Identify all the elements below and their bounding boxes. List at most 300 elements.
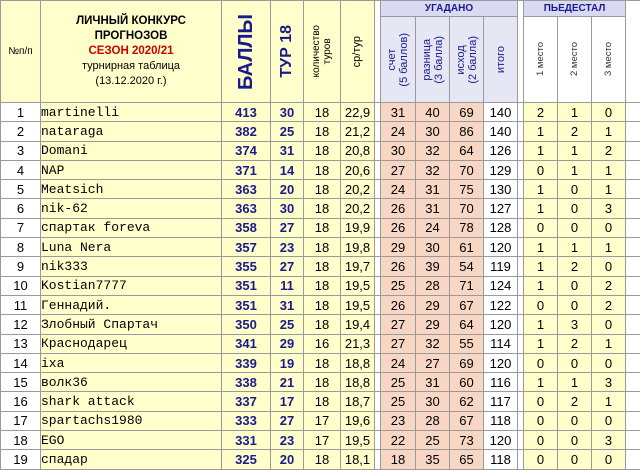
place1-count: 0 — [524, 450, 558, 469]
tour-points: 27 — [271, 257, 304, 276]
column-gap — [626, 238, 640, 257]
diff-guessed: 32 — [416, 334, 450, 353]
table-row — [1, 122, 640, 141]
place1-count: 0 — [524, 295, 558, 314]
total-guessed: 118 — [484, 411, 518, 430]
total-header-label: итого — [494, 45, 507, 74]
diff-guessed: 27 — [416, 353, 450, 372]
place2-count: 3 — [558, 315, 592, 334]
column-gap — [626, 218, 640, 237]
place1-count: 1 — [524, 199, 558, 218]
total-header — [484, 17, 518, 103]
total-guessed: 129 — [484, 160, 518, 179]
score-guessed: 26 — [381, 257, 416, 276]
place2-count: 0 — [558, 431, 592, 450]
place1-count: 1 — [524, 257, 558, 276]
tours-count: 18 — [304, 257, 341, 276]
tour-points: 29 — [271, 334, 304, 353]
tour-points: 21 — [271, 373, 304, 392]
subtitle-line2: (13.12.2020 г.) — [95, 75, 167, 87]
avg-per-tour: 20,2 — [341, 199, 375, 218]
participant-name: Злобный Спартач — [41, 315, 222, 334]
participant-name: EGO — [41, 431, 222, 450]
place1-label: 1 место — [535, 42, 547, 77]
place2-count: 0 — [558, 199, 592, 218]
tours-count: 17 — [304, 431, 341, 450]
column-gap — [626, 257, 640, 276]
score-guessed: 18 — [381, 450, 416, 469]
tours-count: 16 — [304, 334, 341, 353]
diff-guessed: 32 — [416, 160, 450, 179]
place3-header — [592, 17, 626, 103]
outcome-guessed: 71 — [450, 276, 484, 295]
score-line2: (5 баллов) — [398, 32, 410, 87]
place3-count: 1 — [592, 238, 626, 257]
avg-per-tour: 19,5 — [341, 431, 375, 450]
participant-name: Геннадий. — [41, 295, 222, 314]
row-number: 17 — [1, 411, 41, 430]
total-guessed: 126 — [484, 141, 518, 160]
place3-count: 2 — [592, 276, 626, 295]
row-number: 6 — [1, 199, 41, 218]
tour-points: 25 — [271, 122, 304, 141]
points-value: 413 — [222, 103, 271, 122]
place2-count: 2 — [558, 392, 592, 411]
avg-per-tour: 18,7 — [341, 392, 375, 411]
row-number: 9 — [1, 257, 41, 276]
participant-name: Meatsich — [41, 180, 222, 199]
place1-count: 0 — [524, 160, 558, 179]
diff-header — [416, 17, 450, 103]
participant-name: NAP — [41, 160, 222, 179]
row-number: 13 — [1, 334, 41, 353]
points-value: 338 — [222, 373, 271, 392]
place3-count: 0 — [592, 103, 626, 122]
tour-points: 20 — [271, 450, 304, 469]
place2-count: 0 — [558, 353, 592, 372]
column-gap — [626, 431, 640, 450]
avg-per-tour: 21,2 — [341, 122, 375, 141]
diff-guessed: 30 — [416, 122, 450, 141]
score-guessed: 29 — [381, 238, 416, 257]
table-row — [1, 392, 640, 411]
tour-points: 11 — [271, 276, 304, 295]
total-guessed: 114 — [484, 334, 518, 353]
tours-count: 18 — [304, 373, 341, 392]
participant-name: волк36 — [41, 373, 222, 392]
points-value: 331 — [222, 431, 271, 450]
diff-guessed: 40 — [416, 103, 450, 122]
avg-per-tour: 20,2 — [341, 180, 375, 199]
participant-name: Luna Nera — [41, 238, 222, 257]
place2-count: 2 — [558, 122, 592, 141]
total-guessed: 124 — [484, 276, 518, 295]
tours-count: 18 — [304, 160, 341, 179]
place3-count: 1 — [592, 334, 626, 353]
tours-count: 18 — [304, 276, 341, 295]
outcome-guessed: 75 — [450, 180, 484, 199]
row-number: 2 — [1, 122, 41, 141]
tour-points: 27 — [271, 218, 304, 237]
outcome-guessed: 65 — [450, 450, 484, 469]
score-guessed: 26 — [381, 295, 416, 314]
column-gap — [626, 450, 640, 469]
diff-guessed: 30 — [416, 392, 450, 411]
score-guessed: 25 — [381, 276, 416, 295]
points-value: 337 — [222, 392, 271, 411]
row-number: 7 — [1, 218, 41, 237]
diff-guessed: 28 — [416, 276, 450, 295]
diff-guessed: 30 — [416, 238, 450, 257]
podium-group-header — [524, 1, 626, 17]
avg-per-tour: 18,1 — [341, 450, 375, 469]
row-number: 10 — [1, 276, 41, 295]
column-gap — [626, 353, 640, 372]
table-row — [1, 160, 640, 179]
place2-count: 0 — [558, 180, 592, 199]
row-number: 4 — [1, 160, 41, 179]
tour-points: 20 — [271, 180, 304, 199]
score-guessed: 31 — [381, 103, 416, 122]
avg-per-tour: 19,7 — [341, 257, 375, 276]
outcome-guessed: 54 — [450, 257, 484, 276]
tours-count: 18 — [304, 122, 341, 141]
tours-count: 17 — [304, 411, 341, 430]
avg-per-tour: 19,5 — [341, 295, 375, 314]
place3-count: 0 — [592, 450, 626, 469]
avg-per-tour: 20,8 — [341, 141, 375, 160]
title-line2: ПРОГНОЗОВ — [94, 30, 168, 42]
place1-count: 1 — [524, 238, 558, 257]
diff-guessed: 32 — [416, 141, 450, 160]
place2-count: 0 — [558, 411, 592, 430]
participant-name: nataraga — [41, 122, 222, 141]
total-guessed: 122 — [484, 295, 518, 314]
outcome-guessed: 70 — [450, 160, 484, 179]
place3-count: 0 — [592, 315, 626, 334]
place3-count: 0 — [592, 257, 626, 276]
row-number: 8 — [1, 238, 41, 257]
points-value: 371 — [222, 160, 271, 179]
place3-label: 3 место — [603, 42, 615, 77]
place1-count: 0 — [524, 431, 558, 450]
points-header — [222, 1, 271, 103]
tours-count: 18 — [304, 392, 341, 411]
score-guessed: 22 — [381, 431, 416, 450]
place1-count: 1 — [524, 141, 558, 160]
tour-header-label: ТУР 18 — [278, 25, 295, 78]
table-row — [1, 353, 640, 372]
total-guessed: 130 — [484, 180, 518, 199]
avg-per-tour: 18,8 — [341, 353, 375, 372]
diff-line2: (3 балла) — [432, 35, 445, 84]
avg-per-tour: 20,6 — [341, 160, 375, 179]
score-guessed: 27 — [381, 315, 416, 334]
table-row — [1, 257, 640, 276]
place3-count: 3 — [592, 199, 626, 218]
total-guessed: 118 — [484, 450, 518, 469]
tours-count: 18 — [304, 450, 341, 469]
place1-count: 1 — [524, 276, 558, 295]
place2-count: 1 — [558, 238, 592, 257]
table-row — [1, 295, 640, 314]
place1-count: 0 — [524, 218, 558, 237]
score-guessed: 24 — [381, 180, 416, 199]
avg-per-tour: 19,8 — [341, 238, 375, 257]
outcome-guessed: 73 — [450, 431, 484, 450]
place2-count: 0 — [558, 218, 592, 237]
participant-name: spartachs1980 — [41, 411, 222, 430]
tours-count-line2: туров — [322, 38, 333, 65]
total-guessed: 120 — [484, 238, 518, 257]
place2-count: 0 — [558, 450, 592, 469]
place2-count: 0 — [558, 276, 592, 295]
tour-points: 14 — [271, 160, 304, 179]
participant-name: shark attack — [41, 392, 222, 411]
points-header-label: БАЛЛЫ — [234, 13, 257, 90]
place1-count: 1 — [524, 315, 558, 334]
place2-label: 2 место — [569, 42, 581, 77]
diff-guessed: 24 — [416, 218, 450, 237]
table-row — [1, 373, 640, 392]
total-guessed: 140 — [484, 122, 518, 141]
outcome-line1: исход — [454, 44, 467, 75]
outcome-guessed: 55 — [450, 334, 484, 353]
points-value: 374 — [222, 141, 271, 160]
tour-points: 27 — [271, 411, 304, 430]
podium-group-label: ПЬЕДЕСТАЛ — [543, 3, 606, 14]
column-gap — [626, 411, 640, 430]
diff-guessed: 25 — [416, 431, 450, 450]
points-value: 363 — [222, 180, 271, 199]
score-guessed: 26 — [381, 218, 416, 237]
tour-points: 30 — [271, 103, 304, 122]
avg-per-tour: 18,8 — [341, 373, 375, 392]
place2-count: 1 — [558, 103, 592, 122]
table-row — [1, 238, 640, 257]
participant-name: спадар — [41, 450, 222, 469]
points-value: 350 — [222, 315, 271, 334]
total-guessed: 128 — [484, 218, 518, 237]
place2-header — [558, 17, 592, 103]
tours-count: 18 — [304, 353, 341, 372]
outcome-guessed: 67 — [450, 411, 484, 430]
place3-count: 3 — [592, 373, 626, 392]
diff-guessed: 29 — [416, 295, 450, 314]
score-guessed: 26 — [381, 199, 416, 218]
points-value: 333 — [222, 411, 271, 430]
tour-points: 25 — [271, 315, 304, 334]
diff-guessed: 35 — [416, 450, 450, 469]
score-guessed: 27 — [381, 160, 416, 179]
outcome-header — [450, 17, 484, 103]
tours-count: 18 — [304, 218, 341, 237]
table-row — [1, 450, 640, 469]
table-row — [1, 141, 640, 160]
place1-count: 0 — [524, 392, 558, 411]
total-guessed: 119 — [484, 257, 518, 276]
diff-guessed: 31 — [416, 180, 450, 199]
total-guessed: 120 — [484, 353, 518, 372]
tour-points: 17 — [271, 392, 304, 411]
column-gap — [626, 295, 640, 314]
diff-guessed: 31 — [416, 199, 450, 218]
participant-name: martinelli — [41, 103, 222, 122]
standings-body — [1, 103, 640, 470]
tour-points: 31 — [271, 141, 304, 160]
score-guessed: 27 — [381, 334, 416, 353]
total-guessed: 140 — [484, 103, 518, 122]
outcome-guessed: 69 — [450, 103, 484, 122]
score-guessed: 25 — [381, 373, 416, 392]
row-number: 15 — [1, 373, 41, 392]
participant-name: Domani — [41, 141, 222, 160]
column-gap — [626, 160, 640, 179]
avg-header — [341, 1, 375, 103]
score-guessed: 23 — [381, 411, 416, 430]
score-guessed: 24 — [381, 353, 416, 372]
column-gap — [626, 180, 640, 199]
points-value: 339 — [222, 353, 271, 372]
row-number: 3 — [1, 141, 41, 160]
column-gap — [626, 392, 640, 411]
tours-count-line1: количество — [311, 25, 322, 78]
place2-count: 1 — [558, 160, 592, 179]
tour-points: 23 — [271, 238, 304, 257]
column-gap — [626, 141, 640, 160]
outcome-guessed: 64 — [450, 315, 484, 334]
score-guessed: 25 — [381, 392, 416, 411]
avg-header-label: ср/тур — [351, 35, 363, 68]
place1-count: 2 — [524, 103, 558, 122]
row-number: 18 — [1, 431, 41, 450]
total-guessed: 116 — [484, 373, 518, 392]
place1-header — [524, 17, 558, 103]
score-guessed: 30 — [381, 141, 416, 160]
row-number: 1 — [1, 103, 41, 122]
column-gap — [626, 122, 640, 141]
outcome-guessed: 86 — [450, 122, 484, 141]
points-value: 382 — [222, 122, 271, 141]
table-row — [1, 315, 640, 334]
points-value: 341 — [222, 334, 271, 353]
column-gap — [626, 276, 640, 295]
number-header — [1, 1, 41, 103]
outcome-guessed: 69 — [450, 353, 484, 372]
number-header-label: №п/п — [8, 46, 33, 57]
outcome-guessed: 61 — [450, 238, 484, 257]
avg-per-tour: 21,3 — [341, 334, 375, 353]
outcome-guessed: 78 — [450, 218, 484, 237]
table-row — [1, 199, 640, 218]
total-guessed: 120 — [484, 431, 518, 450]
outcome-guessed: 62 — [450, 392, 484, 411]
season-label: СЕЗОН 2020/21 — [88, 45, 174, 57]
guessed-group-label: УГАДАНО — [424, 3, 474, 14]
tours-count-header — [304, 1, 341, 103]
place2-count: 2 — [558, 257, 592, 276]
outcome-guessed: 67 — [450, 295, 484, 314]
outcome-guessed: 64 — [450, 141, 484, 160]
row-number: 19 — [1, 450, 41, 469]
diff-line1: разница — [420, 38, 433, 81]
row-number: 12 — [1, 315, 41, 334]
total-guessed: 127 — [484, 199, 518, 218]
tour-points: 30 — [271, 199, 304, 218]
score-line1: счет — [386, 48, 398, 71]
avg-per-tour: 19,6 — [341, 411, 375, 430]
diff-guessed: 28 — [416, 411, 450, 430]
place3-count: 3 — [592, 431, 626, 450]
avg-per-tour: 22,9 — [341, 103, 375, 122]
avg-per-tour: 19,9 — [341, 218, 375, 237]
participant-name: nik333 — [41, 257, 222, 276]
score-header — [381, 17, 416, 103]
place1-count: 1 — [524, 180, 558, 199]
row-number: 14 — [1, 353, 41, 372]
tour-points: 19 — [271, 353, 304, 372]
points-value: 357 — [222, 238, 271, 257]
points-value: 355 — [222, 257, 271, 276]
tours-count: 18 — [304, 295, 341, 314]
diff-guessed: 31 — [416, 373, 450, 392]
contest-title — [41, 1, 222, 103]
row-number: 16 — [1, 392, 41, 411]
tour-points: 31 — [271, 295, 304, 314]
table-row — [1, 218, 640, 237]
place3-count: 1 — [592, 392, 626, 411]
column-gap — [626, 1, 640, 103]
place3-count: 1 — [592, 122, 626, 141]
outcome-guessed: 70 — [450, 199, 484, 218]
column-gap — [626, 315, 640, 334]
tour-header — [271, 1, 304, 103]
tours-count: 18 — [304, 199, 341, 218]
diff-guessed: 29 — [416, 315, 450, 334]
participant-name: спартак foreva — [41, 218, 222, 237]
place1-count: 1 — [524, 122, 558, 141]
place1-count: 1 — [524, 334, 558, 353]
total-guessed: 117 — [484, 392, 518, 411]
tours-count: 18 — [304, 141, 341, 160]
subtitle-line1: турнирная таблица — [81, 60, 181, 72]
table-row — [1, 334, 640, 353]
points-value: 351 — [222, 295, 271, 314]
outcome-guessed: 60 — [450, 373, 484, 392]
diff-guessed: 39 — [416, 257, 450, 276]
table-row — [1, 103, 640, 122]
place3-count: 1 — [592, 180, 626, 199]
participant-name: Kostian7777 — [41, 276, 222, 295]
row-number: 11 — [1, 295, 41, 314]
table-row — [1, 180, 640, 199]
table-row — [1, 276, 640, 295]
points-value: 363 — [222, 199, 271, 218]
points-value: 351 — [222, 276, 271, 295]
tours-count: 18 — [304, 103, 341, 122]
place2-count: 1 — [558, 373, 592, 392]
avg-per-tour: 19,5 — [341, 276, 375, 295]
points-value: 358 — [222, 218, 271, 237]
participant-name: ixa — [41, 353, 222, 372]
place3-count: 0 — [592, 411, 626, 430]
table-row — [1, 431, 640, 450]
participant-name: nik-62 — [41, 199, 222, 218]
column-gap — [626, 373, 640, 392]
place3-count: 2 — [592, 141, 626, 160]
column-gap — [626, 199, 640, 218]
column-gap — [626, 103, 640, 122]
